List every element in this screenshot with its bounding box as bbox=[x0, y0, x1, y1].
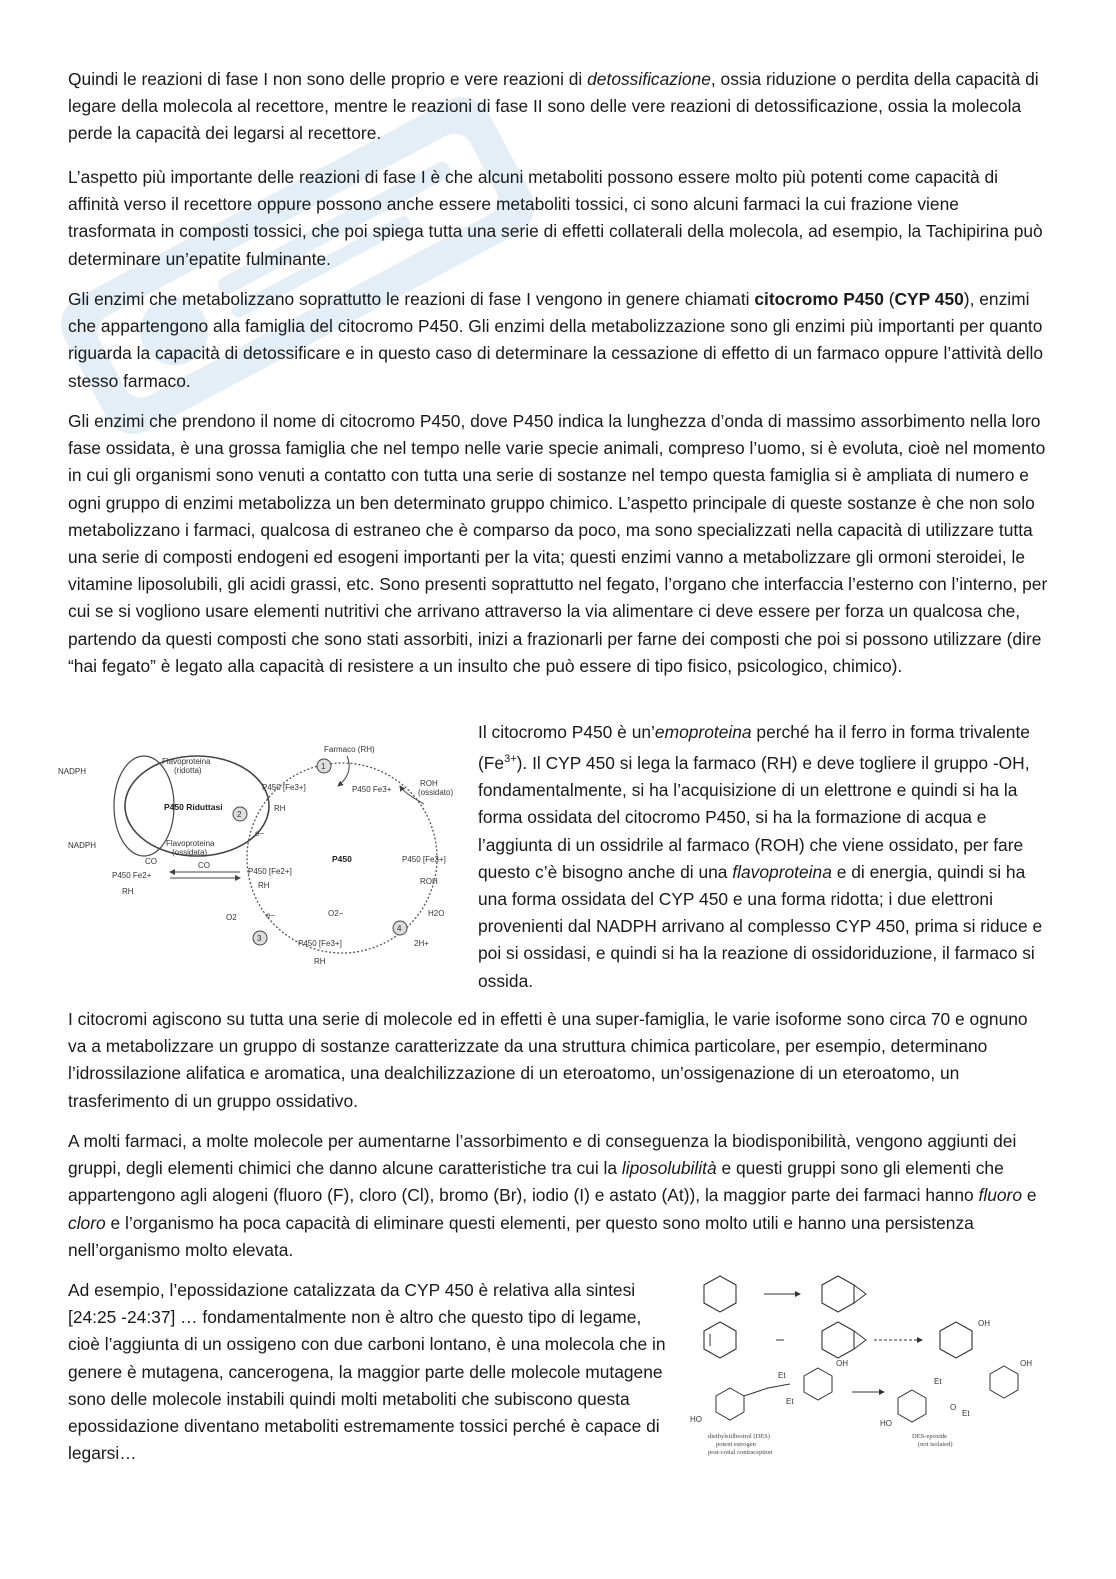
state-bottom-rh: RH bbox=[314, 957, 326, 966]
arene-oxide-ring bbox=[822, 1322, 854, 1358]
electron-1: e− bbox=[255, 829, 265, 838]
co-complex-rh: RH bbox=[122, 887, 134, 896]
cyclohexene-ring bbox=[704, 1276, 736, 1312]
des-et-top: Et bbox=[778, 1371, 786, 1380]
reductase-label: P450 Riduttasi bbox=[164, 802, 223, 812]
caption-des-name: diethylstilbestrol (DES) bbox=[708, 1433, 770, 1440]
p450-cycle-diagram bbox=[52, 738, 462, 974]
des-bond-1 bbox=[744, 1388, 768, 1396]
phenol-ring bbox=[940, 1322, 972, 1358]
state-right-roh: ROH bbox=[420, 877, 438, 886]
co-complex-label: P450 Fe2+ bbox=[112, 871, 152, 880]
des-ring-right bbox=[804, 1368, 832, 1400]
co-complex-co: CO bbox=[145, 857, 157, 866]
paragraph-emoproteina: Il citocromo P450 è un’emoproteina perché ha il ferro in forma trivalente $(Fe^{3+})$. Il CYP 450 si lega la farmaco (RH) e deve togliere il gruppo -OH, fondamentalmente, si ha l’acquisizione di un elettrone e quindi si ha la forma ossidata del citocromo P450, si ha la formazione di acqua e l’aggiunta di un ossidrile al farmaco (ROH) che viene ossidato, per fare questo c’è bisogno anche di una flavoproteina e di energia, quindi si ha una forma ossidata del CYP 450 e una forma ridotta; i due elettroni provenienti dal NADPH arrivano al complesso CYP 450, prima si riduce e poi si ossidasi, e quindi si ha la reazione di ossidoriduzione, il farmaco si ossida. bbox=[478, 722, 1043, 991]
caption-epoxide-name: DES-epoxide bbox=[912, 1433, 948, 1440]
step-4-number: 4 bbox=[397, 924, 402, 933]
des-ho: HO bbox=[690, 1415, 702, 1424]
des-bond-2 bbox=[768, 1384, 790, 1388]
electron-2: e− bbox=[266, 911, 276, 920]
step-3-number: 3 bbox=[257, 934, 262, 943]
desep-o: O bbox=[950, 1403, 957, 1412]
co-arrow-label: CO bbox=[198, 861, 210, 870]
p450-center-label: P450 bbox=[332, 854, 352, 864]
flavo-red-sub: (ridotta) bbox=[174, 766, 202, 775]
flavo-red-label: Flavoproteina bbox=[162, 757, 211, 766]
caption-des-desc: potent estrogen bbox=[716, 1441, 756, 1448]
state-1-rh: RH bbox=[274, 804, 286, 813]
paragraph-citocromo-intro: Gli enzimi che metabolizzano soprattutto le reazioni di fase I vengono in genere chiamati citocromo P450 (CYP 450), enzimi che appartengono alla famiglia del citocromo P450. Gli enzimi della metabolizzazione sono gli enzimi più importanti per quanto riguarda la capacità di detossificare e in questo caso di determinare la cessazione di effetto di un farmaco oppure l’attività dello stesso farmaco. bbox=[68, 289, 1044, 391]
state-left-rh: RH bbox=[258, 881, 270, 890]
state-1-label: P450 [Fe3+] bbox=[262, 783, 306, 792]
state-top-label: P450 Fe3+ bbox=[352, 785, 392, 794]
epoxide-ring-1 bbox=[822, 1276, 854, 1312]
paragraph-metaboliti-tossici: L’aspetto più importante delle reazioni di fase I è che alcuni metaboliti possono essere molto più potenti come capacità di affinità verso il recettore oppure possono anche essere metaboliti tossici, ci sono alcuni farmaci la cui frazione viene trasformata in composti tossici, che poi spiega tutta una serie di effetti collaterali della molecola, ad esempio, la Tachipirina può determinare un’epatite fulminante. bbox=[68, 167, 1043, 269]
superoxide-label: O2− bbox=[328, 909, 344, 918]
paragraph-super-famiglia: I citocromi agiscono su tutta una serie di molecole ed in effetti è una super-famiglia, le varie isoforme sono circa 70 e ognuno va a metabolizzare un gruppo di sostanze caratterizzate da una struttura chimica particolare, per esempio, determinano l’idrossilazione alifatica e aromatica, una dealchilizzazione di un eteroatomo, un’ossigenazione di un eteroatomo, un trasferimento di un gruppo ossidativo. bbox=[68, 1009, 1028, 1111]
step-1-number: 1 bbox=[321, 762, 326, 771]
oxygen-label: O2 bbox=[226, 913, 237, 922]
caption-des-use: post-coital contraception bbox=[708, 1449, 773, 1456]
flavo-ox-sub: (ossidata) bbox=[172, 848, 208, 857]
phenol-oh: OH bbox=[978, 1319, 990, 1328]
benzene-ring bbox=[704, 1322, 736, 1358]
desep-et-top: Et bbox=[934, 1377, 942, 1386]
state-right-label: P450 [Fe3+] bbox=[402, 855, 446, 864]
roh-out-sub: (ossidato) bbox=[418, 788, 454, 797]
desep-ring-left bbox=[898, 1390, 926, 1422]
des-et-bottom: Et bbox=[786, 1397, 794, 1406]
step-2-number: 2 bbox=[237, 810, 242, 819]
desep-et-bottom: Et bbox=[962, 1409, 970, 1418]
desep-oh: OH bbox=[1020, 1359, 1032, 1368]
desep-ring-right bbox=[990, 1366, 1018, 1398]
caption-epoxide-note: (not isolated) bbox=[918, 1441, 953, 1448]
epoxide-bridge-1 bbox=[854, 1285, 866, 1303]
paragraph-alogeni: A molti farmaci, a molte molecole per aumentarne l’assorbimento e di conseguenza la biodisponibilità, vengono aggiunti dei gruppi, degli elementi chimici che danno alcune caratteristiche tra cui la liposolubilità e questi gruppi sono gli elementi che appartengono agli alogeni (fluoro (F), cloro (Cl), bromo (Br), iodio (I) e astato (At)), la maggior parte dei farmaci hanno fluoro e cloro e l’organismo ha poca capacità di eliminare questi elementi, per questo sono molto utili e hanno una persistenza nell’organismo molto elevata. bbox=[68, 1131, 1037, 1260]
paragraph-famiglia-p450: Gli enzimi che prendono il nome di citocromo P450, dove P450 indica la lunghezza d’onda di massimo assorbimento nella loro fase ossidata, è una grossa famiglia che nel tempo nelle varie specie animali, compreso l’uomo, si è evoluta, cioè nel momento in cui gli organismi sono venuti a contatto con tutta una serie di sostanze nel tempo questa famiglia si è ampliata di numero e ogni gruppo di enzimi metabolizza un ben determinato gruppo chimico. L’aspetto principale di queste sostanze è che non solo metabolizzano i farmaci, qualcosa di estraneo che è comparso da poco, ma sono specializzati nella capacità di utilizzare tutta una serie di composti endogeni ed esogeni importanti per la vita; questi enzimi vanno a metabolizzare gli ormoni steroidei, le vitamine liposolubili, gli acidi grassi, etc. Sono presenti soprattutto nel fegato, l’organo che interfaccia l’esterno con l’interno, per cui se si vogliono usare elementi nutritivi che arrivano attraverso la via alimentare ci deve essere per forza un qualcosa che, partendo da questi composti che sono stati assorbiti, inizi a frazionarli per farne dei composti che poi si possono utilizzare (dire “hai fegato” è legato alla capacità di resistere a un insulto che può essere di tipo fisico, psicologico, chimico). bbox=[68, 411, 1048, 676]
des-oh: OH bbox=[836, 1359, 848, 1368]
nadph-top-label: NADPH bbox=[58, 767, 87, 776]
farmaco-arrow bbox=[338, 756, 349, 786]
des-ring-left bbox=[716, 1388, 744, 1420]
water-label: H2O bbox=[428, 909, 445, 918]
state-left-label: P450 [Fe2+] bbox=[248, 867, 292, 876]
flavo-ox-label: Flavoproteina bbox=[166, 839, 215, 848]
farmaco-label: Farmaco (RH) bbox=[324, 745, 375, 754]
epoxide-bridge-2 bbox=[854, 1331, 866, 1349]
roh-out-label: ROH bbox=[420, 779, 438, 788]
paragraph-fase-detossificazione: Quindi le reazioni di fase I non sono delle proprio e vere reazioni di detossificazione, ossia riduzione o perdita della capacità di legare della molecola al recettore, mentre le reazioni di fase II sono delle vere reazioni di detossificazione, ossia la molecola perde la capacità dei legarsi al recettore. bbox=[68, 69, 1039, 144]
desep-ho: HO bbox=[880, 1419, 892, 1428]
protons-label: 2H+ bbox=[414, 939, 429, 948]
nadph-bottom-label: NADPH bbox=[68, 841, 97, 850]
state-bottom-label: P450 [Fe3+] bbox=[298, 939, 342, 948]
epoxidation-scheme bbox=[686, 1266, 1038, 1466]
paragraph-epossidazione: Ad esempio, l’epossidazione catalizzata da CYP 450 è relativa alla sintesi [24:25 -24:37] … fondamentalmente non è altro che questo tipo di legame, cioè l’aggiunta di un ossigeno con due carboni lontano, è una molecola che in genere è mutagena, cancerogena, la maggior parte delle molecole mutagene sono delle molecole instabili quindi molti metaboliti che subiscono questa epossidazione diventano metaboliti estremamente tossici perché è capace di legarsi… bbox=[68, 1280, 666, 1464]
